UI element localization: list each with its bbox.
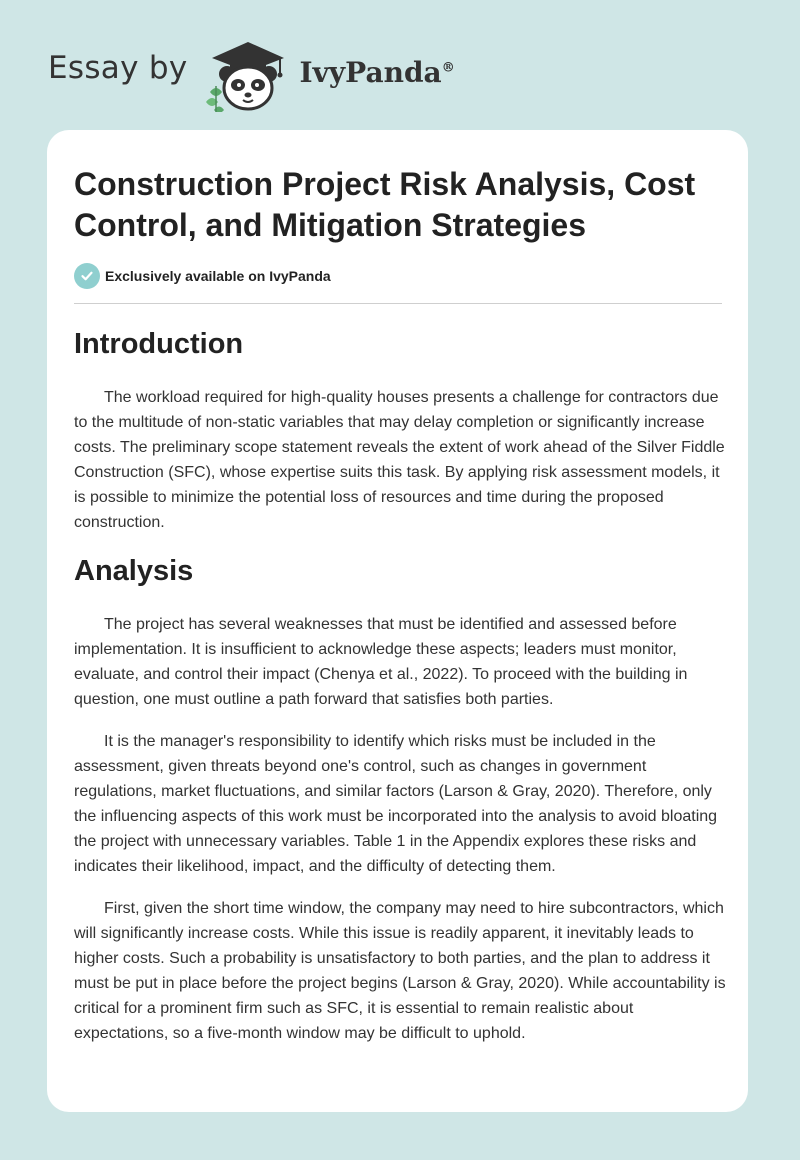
exclusive-badge [74, 263, 331, 289]
brand-name-text: IvyPanda [299, 55, 442, 89]
badge-label: Exclusively available on IvyPanda [105, 268, 331, 284]
registered-mark: ® [441, 60, 455, 76]
essay-by-label: Essay by [48, 50, 188, 86]
panda-graduate-icon [202, 36, 294, 112]
section-heading-analysis: Analysis [74, 555, 194, 587]
paragraph: The project has several weaknesses that must be identified and assessed before implementation. It is insufficient to acknowledge these aspects; leaders must monitor, evaluate, and control their impact (Chenya et al., 2022). To proceed with the building in question, one must outline a path forward that satisfies both parties. [74, 616, 688, 708]
document-title: Construction Project Risk Analysis, Cost Control, and Mitigation Strategies [74, 166, 696, 243]
brand-name [300, 56, 455, 89]
check-circle-icon [74, 263, 100, 289]
paragraph: It is the manager's responsibility to identify which risks must be included in the assessment, given threats beyond one's control, such as changes in government regulations, market fluctuations, and similar factors (Larson & Gray, 2020). Therefore, only the influencing aspects of this work must be incorporated into the analysis to avoid bloating the project with unnecessary variables. Table 1 in the Appendix explores these risks and indicates their likelihood, impact, and the difficulty of detecting them. [74, 733, 718, 875]
section-heading-introduction: Introduction [74, 328, 244, 360]
divider [74, 303, 722, 304]
paragraph: The workload required for high-quality houses presents a challenge for contractors due to the multitude of non-static variables that may delay completion or significantly increase costs. The preliminary scope statement reveals the extent of work ahead of the Silver Fiddle Construction (SFC), whose expertise suits this task. By applying risk assessment models, it is possible to minimize the potential loss of resources and time during the proposed construction. [74, 389, 725, 531]
brand-header [48, 34, 455, 114]
document-card [47, 130, 748, 1112]
paragraph: First, given the short time window, the company may need to hire subcontractors, which will significantly increase costs. While this issue is readily apparent, it inevitably leads to higher costs. Such a probability is unsatisfactory to both parties, and the plan to address it must be put in place before the project begins (Larson & Gray, 2020). While accountability is critical for a prominent firm such as SFC, it is essential to remain realistic about expectations, so a five-month window may be difficult to uphold. [74, 900, 726, 1042]
